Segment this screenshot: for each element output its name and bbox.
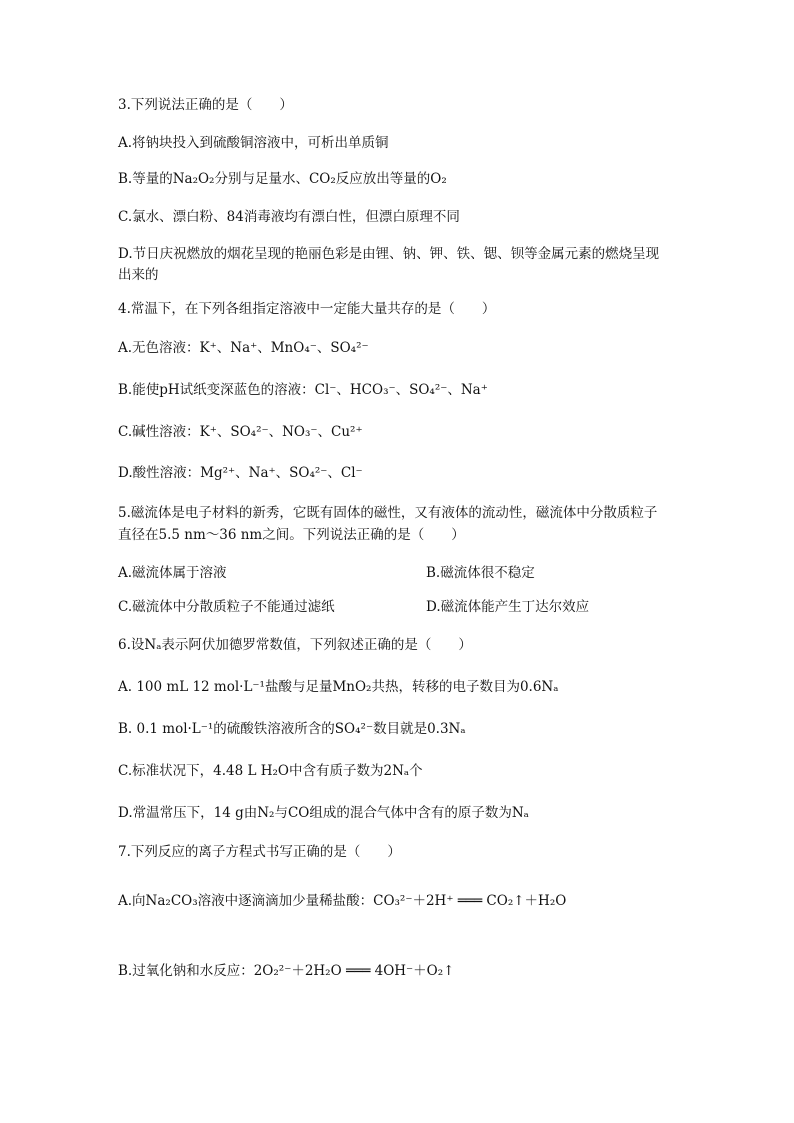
question-5-stem: 5.磁流体是电子材料的新秀，它既有固体的磁性，又有液体的流动性，磁流体中分散质粒子 — [118, 505, 658, 521]
question-6-stem: 6.设Nₐ表示阿伏加德罗常数值，下列叙述正确的是（ ） — [118, 637, 472, 653]
question-5-option-b: B.磁流体很不稳定 — [426, 565, 535, 581]
question-3-option-a: A.将钠块投入到硫酸铜溶液中，可析出单质铜 — [118, 135, 389, 151]
question-5-option-d: D.磁流体能产生丁达尔效应 — [426, 599, 590, 615]
question-7-option-b: B.过氧化钠和水反应：2O₂²⁻＋2H₂O ═══ 4OH⁻＋O₂↑ — [118, 963, 455, 979]
question-4-option-d: D.酸性溶液：Mg²⁺、Na⁺、SO₄²⁻、Cl⁻ — [118, 465, 363, 481]
question-4-option-c: C.碱性溶液：K⁺、SO₄²⁻、NO₃⁻、Cu²⁺ — [118, 424, 363, 440]
question-6-option-d: D.常温常压下，14 g由N₂与CO组成的混合气体中含有的原子数为Nₐ — [118, 805, 529, 821]
question-3-stem: 3.下列说法正确的是（ ） — [118, 97, 293, 113]
question-3-option-c: C.氯水、漂白粉、84消毒液均有漂白性，但漂白原理不同 — [118, 209, 460, 225]
question-4-option-b: B.能使pH试纸变深蓝色的溶液：Cl⁻、HCO₃⁻、SO₄²⁻、Na⁺ — [118, 382, 488, 398]
question-5-option-c: C.磁流体中分散质粒子不能通过滤纸 — [118, 599, 335, 615]
question-7-stem: 7.下列反应的离子方程式书写正确的是（ ） — [118, 844, 401, 860]
question-6-option-c: C.标准状况下，4.48 L H₂O中含有质子数为2Nₐ个 — [118, 763, 423, 779]
question-5-stem-cont: 直径在5.5 nm～36 nm之间。下列说法正确的是（ ） — [118, 527, 465, 543]
question-6-option-a: A. 100 mL 12 mol·L⁻¹盐酸与足量MnO₂共热，转移的电子数目为0.6Nₐ — [118, 679, 559, 695]
question-3-option-d-cont: 出来的 — [118, 267, 159, 283]
question-4-option-a: A.无色溶液：K⁺、Na⁺、MnO₄⁻、SO₄²⁻ — [118, 340, 369, 356]
question-5-option-a: A.磁流体属于溶液 — [118, 565, 227, 581]
question-3-option-d: D.节日庆祝燃放的烟花呈现的艳丽色彩是由锂、钠、钾、铁、锶、钡等金属元素的燃烧呈现 — [118, 246, 660, 262]
question-7-option-a: A.向Na₂CO₃溶液中逐滴滴加少量稀盐酸：CO₃²⁻＋2H⁺ ═══ CO₂↑＋H₂O — [118, 893, 567, 909]
question-4-stem: 4.常温下，在下列各组指定溶液中一定能大量共存的是（ ） — [118, 301, 496, 317]
question-3-option-b: B.等量的Na₂O₂分别与足量水、CO₂反应放出等量的O₂ — [118, 171, 447, 187]
question-6-option-b: B. 0.1 mol·L⁻¹的硫酸铁溶液所含的SO₄²⁻数目就是0.3Nₐ — [118, 721, 466, 737]
